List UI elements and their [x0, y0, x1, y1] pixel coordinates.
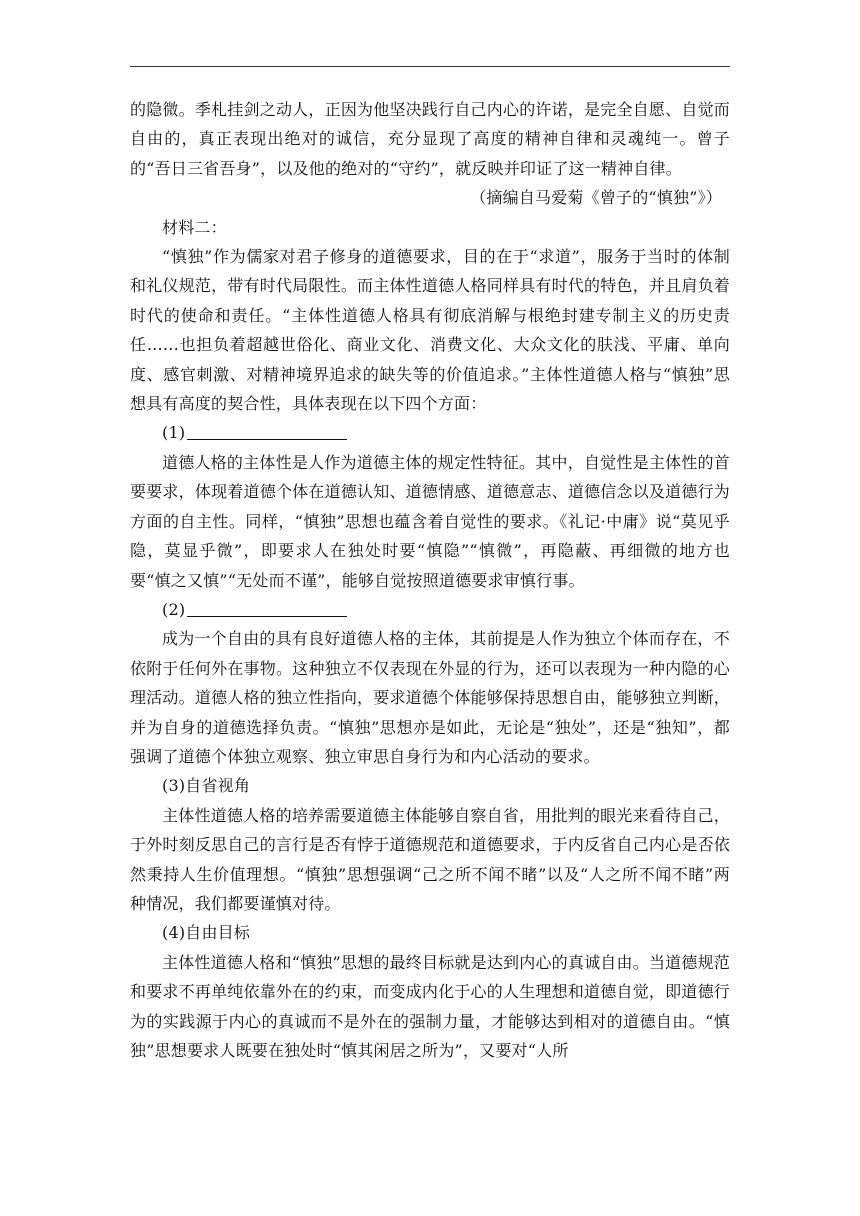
- paragraph-continuation: 的隐微。季札挂剑之动人，正因为他坚决践行自己内心的许诺，是完全自愿、自觉而自由的，真正表现出绝对的诚信，充分显现了高度的精神自律和灵魂纯一。曾子的“吾日三省吾身”，以及他的绝对的“守约”，就反映并印证了这一精神自律。: [130, 100, 730, 178]
- paragraph-autonomy: 道德人格的主体性是人作为道德主体的规定性特征。其中，自觉性是主体性的首要要求，体现着道德个体在道德认知、道德情感、道德意志、道德信念以及道德行为方面的自主性。同样，“慎独”思想也蕴含着自觉性的要求。《礼记·中庸》说“莫见乎隐，莫显乎微”，即要求人在独处时要“慎隐”“慎微”，再隐蔽、再细微的地方也要“慎之又慎”“无处而不谨”，能够自觉按照道德要求审慎行事。: [130, 452, 730, 590]
- answer-blank-2[interactable]: [187, 598, 347, 617]
- header-rule: [130, 66, 730, 67]
- article-body: [130, 95, 730, 1065]
- point-2-number: (2): [162, 599, 186, 619]
- point-1-heading: [130, 418, 730, 447]
- paragraph-intro: “慎独”作为儒家对君子修身的道德要求，目的在于“求道”，服务于当时的体制和礼仪规范，带有时代局限性。而主体性道德人格同样具有时代的特色，并且肩负着时代的使命和责任。“主体性道德人格具有彻底消解与根绝封建专制主义的历史责任……也担负着超越世俗化、商业文化、消费文化、大众文化的肤浅、平庸、单向度、感官刺激、对精神境界追求的缺失等的价值追求。”主体性道德人格与“慎独”思想具有高度的契合性，具体表现在以下四个方面：: [130, 247, 730, 414]
- material-two-heading: 材料二：: [162, 217, 227, 237]
- paragraph-freedom: 主体性道德人格和“慎独”思想的最终目标就是达到内心的真诚自由。当道德规范和要求不再单纯依靠外在的约束，而变成内化于心的人生理想和道德自觉，即道德行为的实践源于内心的真诚而不是外在的强制力量，才能够达到相对的道德自由。“慎独”思想要求人既要在独处时“慎其闲居之所为”，又要对“人所: [130, 952, 730, 1060]
- point-1-number: (1): [162, 423, 186, 443]
- answer-blank-1[interactable]: [187, 421, 347, 440]
- paragraph-independence: 成为一个自由的具有良好道德人格的主体，其前提是人作为独立个体而存在，不依附于任何外在事物。这种独立不仅表现在外显的行为，还可以表现为一种内隐的心理活动。道德人格的独立性指向，要求道德个体能够保持思想自由，能够独立判断，并为自身的道德选择负责。“慎独”思想亦是如此，无论是“独处”，还是“独知”，都强调了道德个体独立观察、独立审思自身行为和内心活动的要求。: [130, 629, 730, 766]
- source-citation: （摘编自马爱菊《曾子的“慎独”》）: [470, 188, 722, 208]
- point-3-heading: (3)自省视角: [162, 776, 251, 796]
- point-2-heading: [130, 595, 730, 624]
- point-4-heading: (4)自由目标: [162, 923, 251, 943]
- paragraph-self-reflection: 主体性道德人格的培养需要道德主体能够自察自省，用批判的眼光来看待自己，于外时刻反思自己的言行是否有悖于道德规范和道德要求，于内反省自己内心是否依然秉持人生价值理想。“慎独”思想强调“己之所不闻不睹”以及“人之所不闻不睹”两种情况，我们都要谨慎对待。: [130, 805, 730, 913]
